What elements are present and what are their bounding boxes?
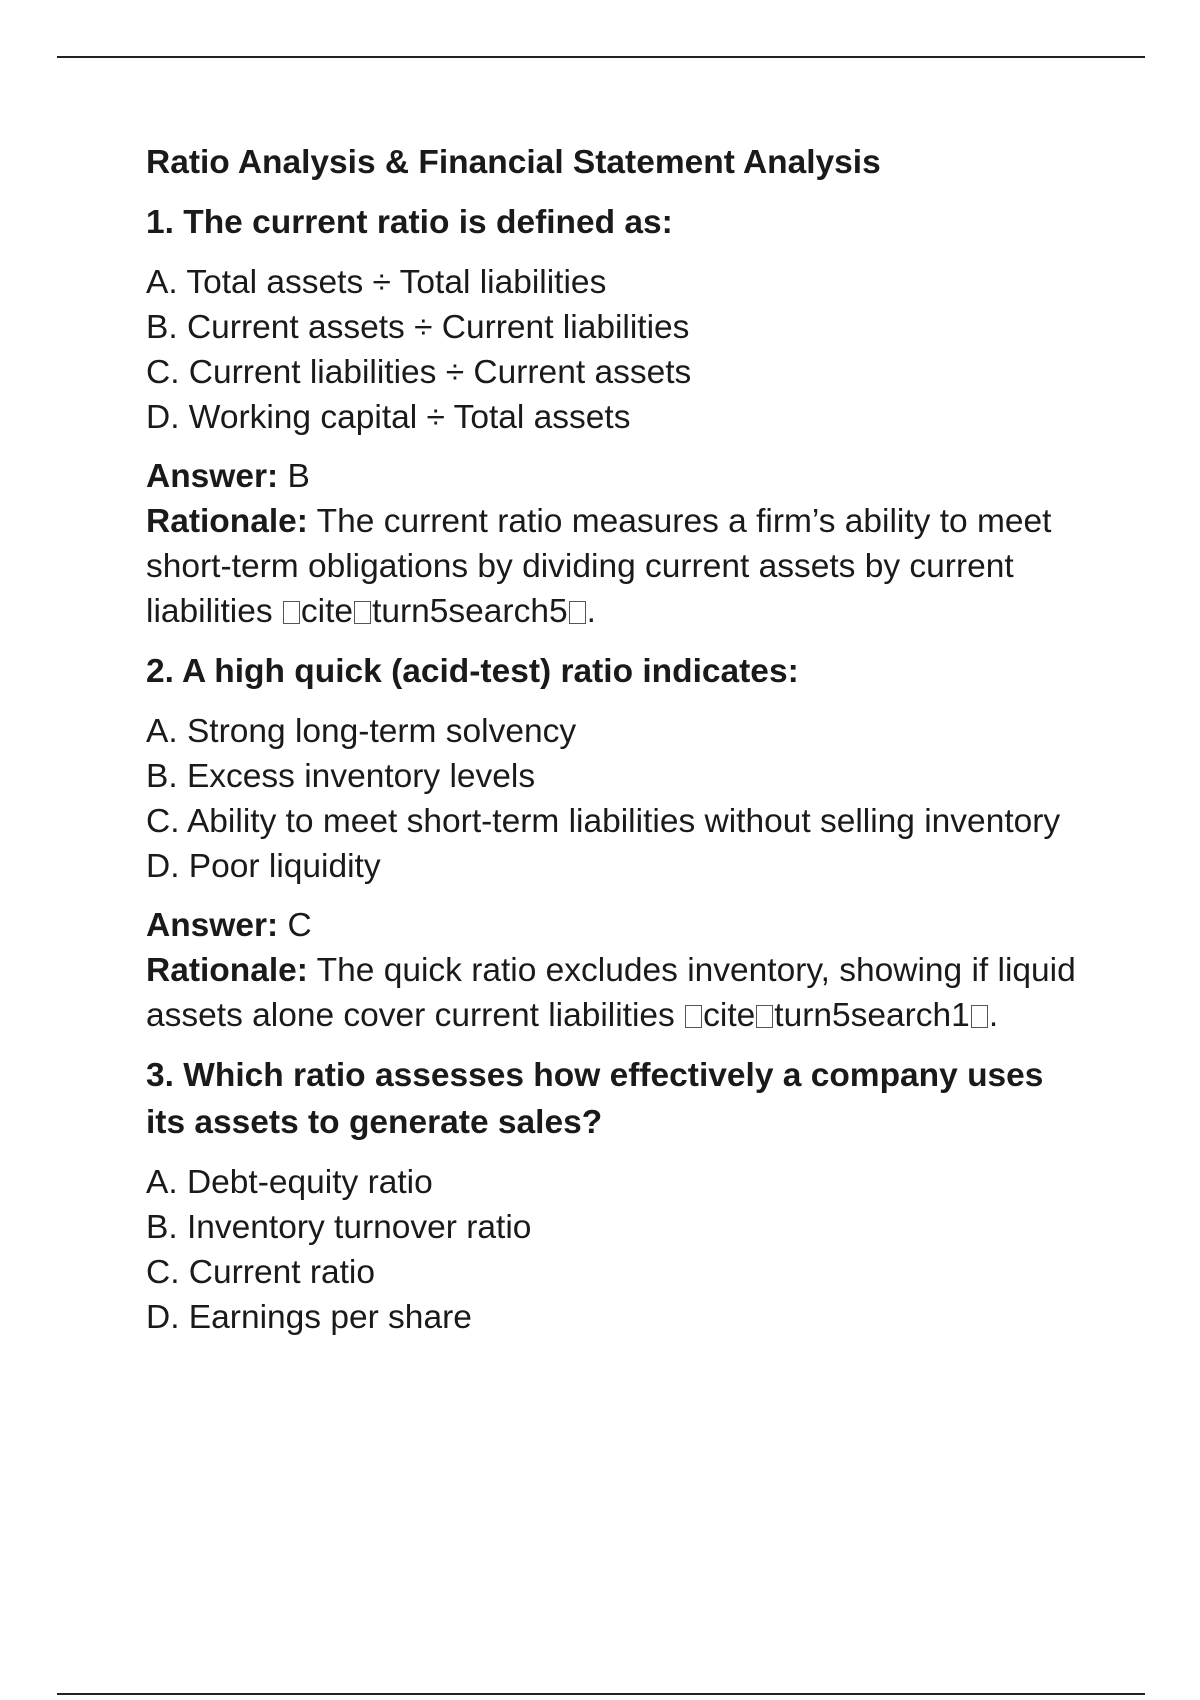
citation-ref: turn5search5 [372,593,568,630]
citation-marker: cite [300,593,354,630]
document-title: Ratio Analysis & Financial Statement Analysis [146,144,881,181]
citation-ref: turn5search1 [774,997,970,1034]
question-block [146,199,1086,634]
rationale-label: Rationale: [146,503,308,540]
option-list [146,709,1086,889]
answer-label: Answer: [146,907,279,944]
option-item: C. Current ratio [146,1254,375,1291]
option-item: C. Current liabilities ÷ Current assets [146,354,692,391]
missing-glyph-icon [971,1005,988,1028]
option-item: B. Inventory turnover ratio [146,1209,532,1246]
rationale-text: The quick ratio excludes inventory, showing if liquid assets alone cover current liabilities [146,952,1076,1034]
answer-value: B [287,458,310,495]
option-item: A. Total assets ÷ Total liabilities [146,264,607,301]
option-item: B. Excess inventory levels [146,758,536,795]
answer-line [146,454,1086,499]
bottom-rule [57,1693,1145,1695]
question-block [146,1052,1086,1340]
question-text: 2. A high quick (acid-test) ratio indicates: [146,653,799,690]
question-block [146,648,1086,1038]
document-body [146,140,1086,1354]
option-list [146,260,1086,440]
rationale-paragraph: Rationale: The quick ratio excludes inventory, showing if liquid assets alone cover current liabilities cite turn5search1 . [146,952,1076,1034]
option-item: B. Current assets ÷ Current liabilities [146,309,690,346]
missing-glyph-icon [685,1005,702,1028]
rationale-label: Rationale: [146,952,308,989]
top-rule [57,56,1145,58]
citation-marker: cite [703,997,756,1034]
answer-label: Answer: [146,458,279,495]
option-item: A. Debt-equity ratio [146,1164,433,1201]
rationale-paragraph: Rationale: The current ratio measures a firm’s ability to meet short-term obligations by dividing current assets by current liabilities cite turn5search5 . [146,503,1052,630]
option-list [146,1160,1086,1340]
option-item: C. Ability to meet short-term liabilities without selling inventory [146,803,1061,840]
option-item: D. Working capital ÷ Total assets [146,399,631,436]
missing-glyph-icon [354,601,371,624]
missing-glyph-icon [569,601,586,624]
question-text: 3. Which ratio assesses how effectively a company uses its assets to generate sales? [146,1057,1044,1141]
answer-line [146,903,1086,948]
option-item: D. Earnings per share [146,1299,472,1336]
option-item: A. Strong long-term solvency [146,713,577,750]
missing-glyph-icon [283,601,300,624]
answer-value: C [287,907,312,944]
rationale-text: The current ratio measures a firm’s ability to meet short-term obligations by dividing current assets by current liabilities [146,503,1052,630]
missing-glyph-icon [756,1005,773,1028]
option-item: D. Poor liquidity [146,848,381,885]
question-text: 1. The current ratio is defined as: [146,204,673,241]
